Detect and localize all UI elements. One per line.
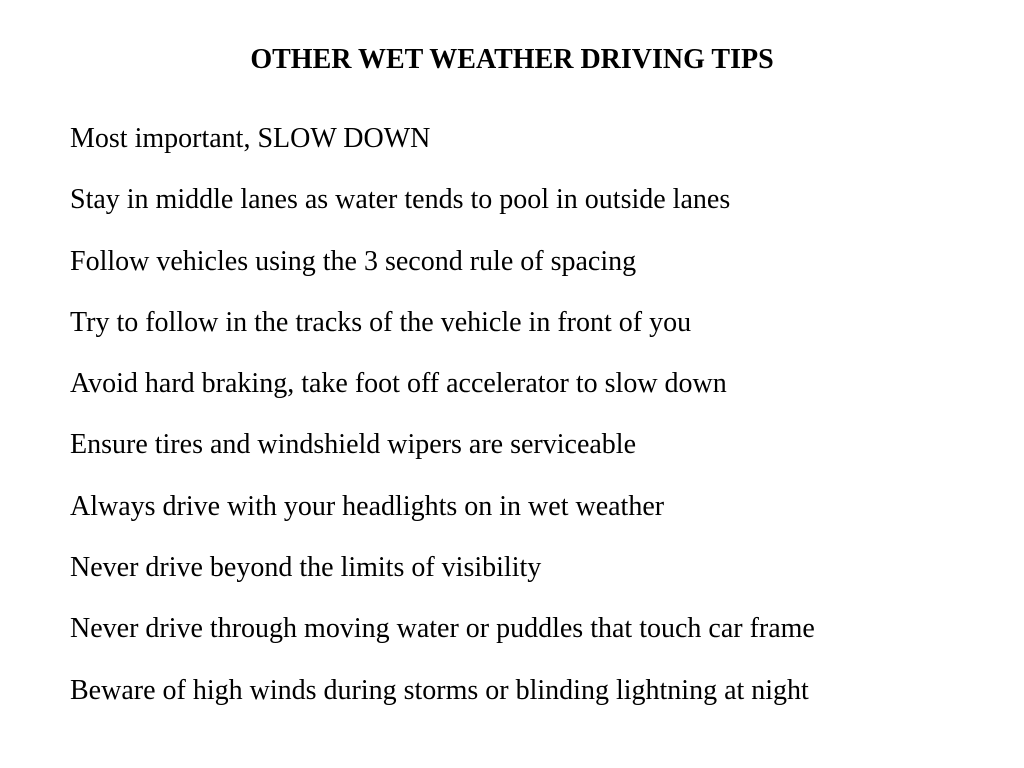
tip-item: Most important, SLOW DOWN <box>70 123 431 154</box>
tip-item: Follow vehicles using the 3 second rule of spacing <box>70 245 637 277</box>
tip-item: Try to follow in the tracks of the vehicle in front of you <box>70 306 692 338</box>
tips-list <box>70 118 815 731</box>
tip-item: Stay in middle lanes as water tends to pool in outside lanes <box>70 184 731 216</box>
tip-item: Never drive through moving water or puddles that touch car frame <box>70 613 815 645</box>
tip-item: Never drive beyond the limits of visibility <box>70 552 542 584</box>
tip-item: Always drive with your headlights on in wet weather <box>70 490 665 522</box>
tip-item: Ensure tires and windshield wipers are serviceable <box>70 429 637 461</box>
slide-title: OTHER WET WEATHER DRIVING TIPS <box>250 44 774 75</box>
tip-item: Beware of high winds during storms or blinding lightning at night <box>70 674 809 706</box>
tip-item: Avoid hard braking, take foot off accelerator to slow down <box>70 368 727 400</box>
